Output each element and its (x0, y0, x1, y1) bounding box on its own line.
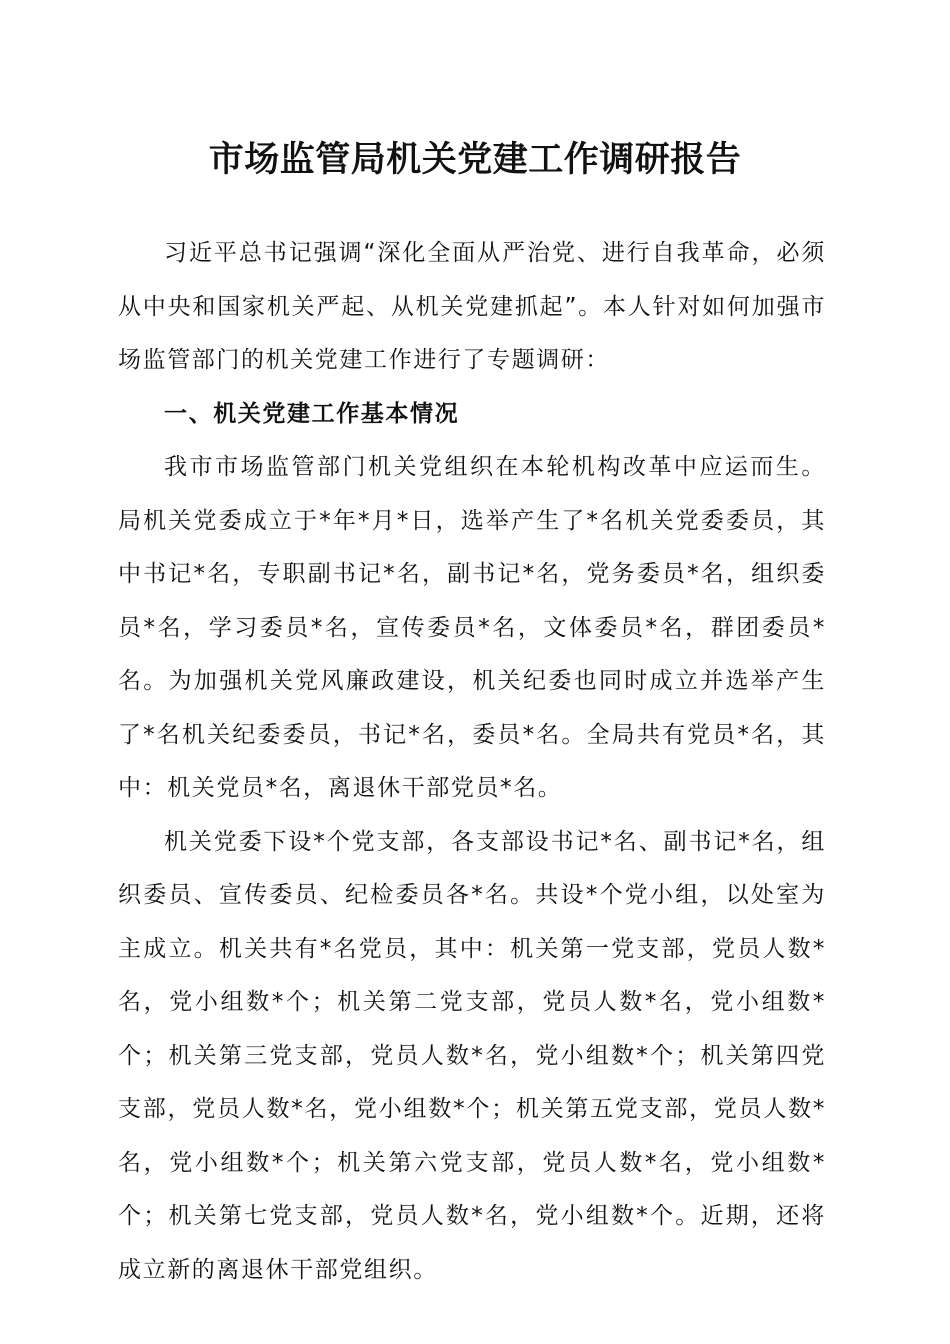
document-title: 市场监管局机关党建工作调研报告 (208, 139, 742, 180)
intro-paragraph: 习近平总书记强调“深化全面从严治党、进行自我革命，必须从中央和国家机关严起、从机关党建抓起”。本人针对如何加强市场监管部门的机关党建工作进行了专题调研： (118, 240, 826, 373)
paragraph-party-committee: 我市市场监管部门机关党组织在本轮机构改革中应运而生。局机关党委成立于*年*月*日，选举产生了*名机关党委委员，其中书记*名，专职副书记*名，副书记*名，党务委员*名，组织委员*名，学习委员*名，宣传委员*名，文体委员*名，群团委员*名。为加强机关党风廉政建设，机关纪委也同时成立并选举产生了*名机关纪委委员，书记*名，委员*名。全局共有党员*名，其中：机关党员*名，离退休干部党员*名。 (118, 454, 826, 801)
section-heading: 一、机关党建工作基本情况 (164, 400, 460, 427)
paragraph-party-branches: 机关党委下设*个党支部，各支部设书记*名、副书记*名，组织委员、宣传委员、纪检委员各*名。共设*个党小组，以处室为主成立。机关共有*名党员，其中：机关第一党支部，党员人数*名，党小组数*个；机关第二党支部，党员人数*名，党小组数*个；机关第三党支部，党员人数*名，党小组数*个；机关第四党支部，党员人数*名，党小组数*个；机关第五党支部，党员人数*名，党小组数*个；机关第六党支部，党员人数*名，党小组数*个；机关第七党支部，党员人数*名，党小组数*个。近期，还将成立新的离退休干部党组织。 (118, 828, 826, 1283)
document-body (118, 227, 826, 1297)
